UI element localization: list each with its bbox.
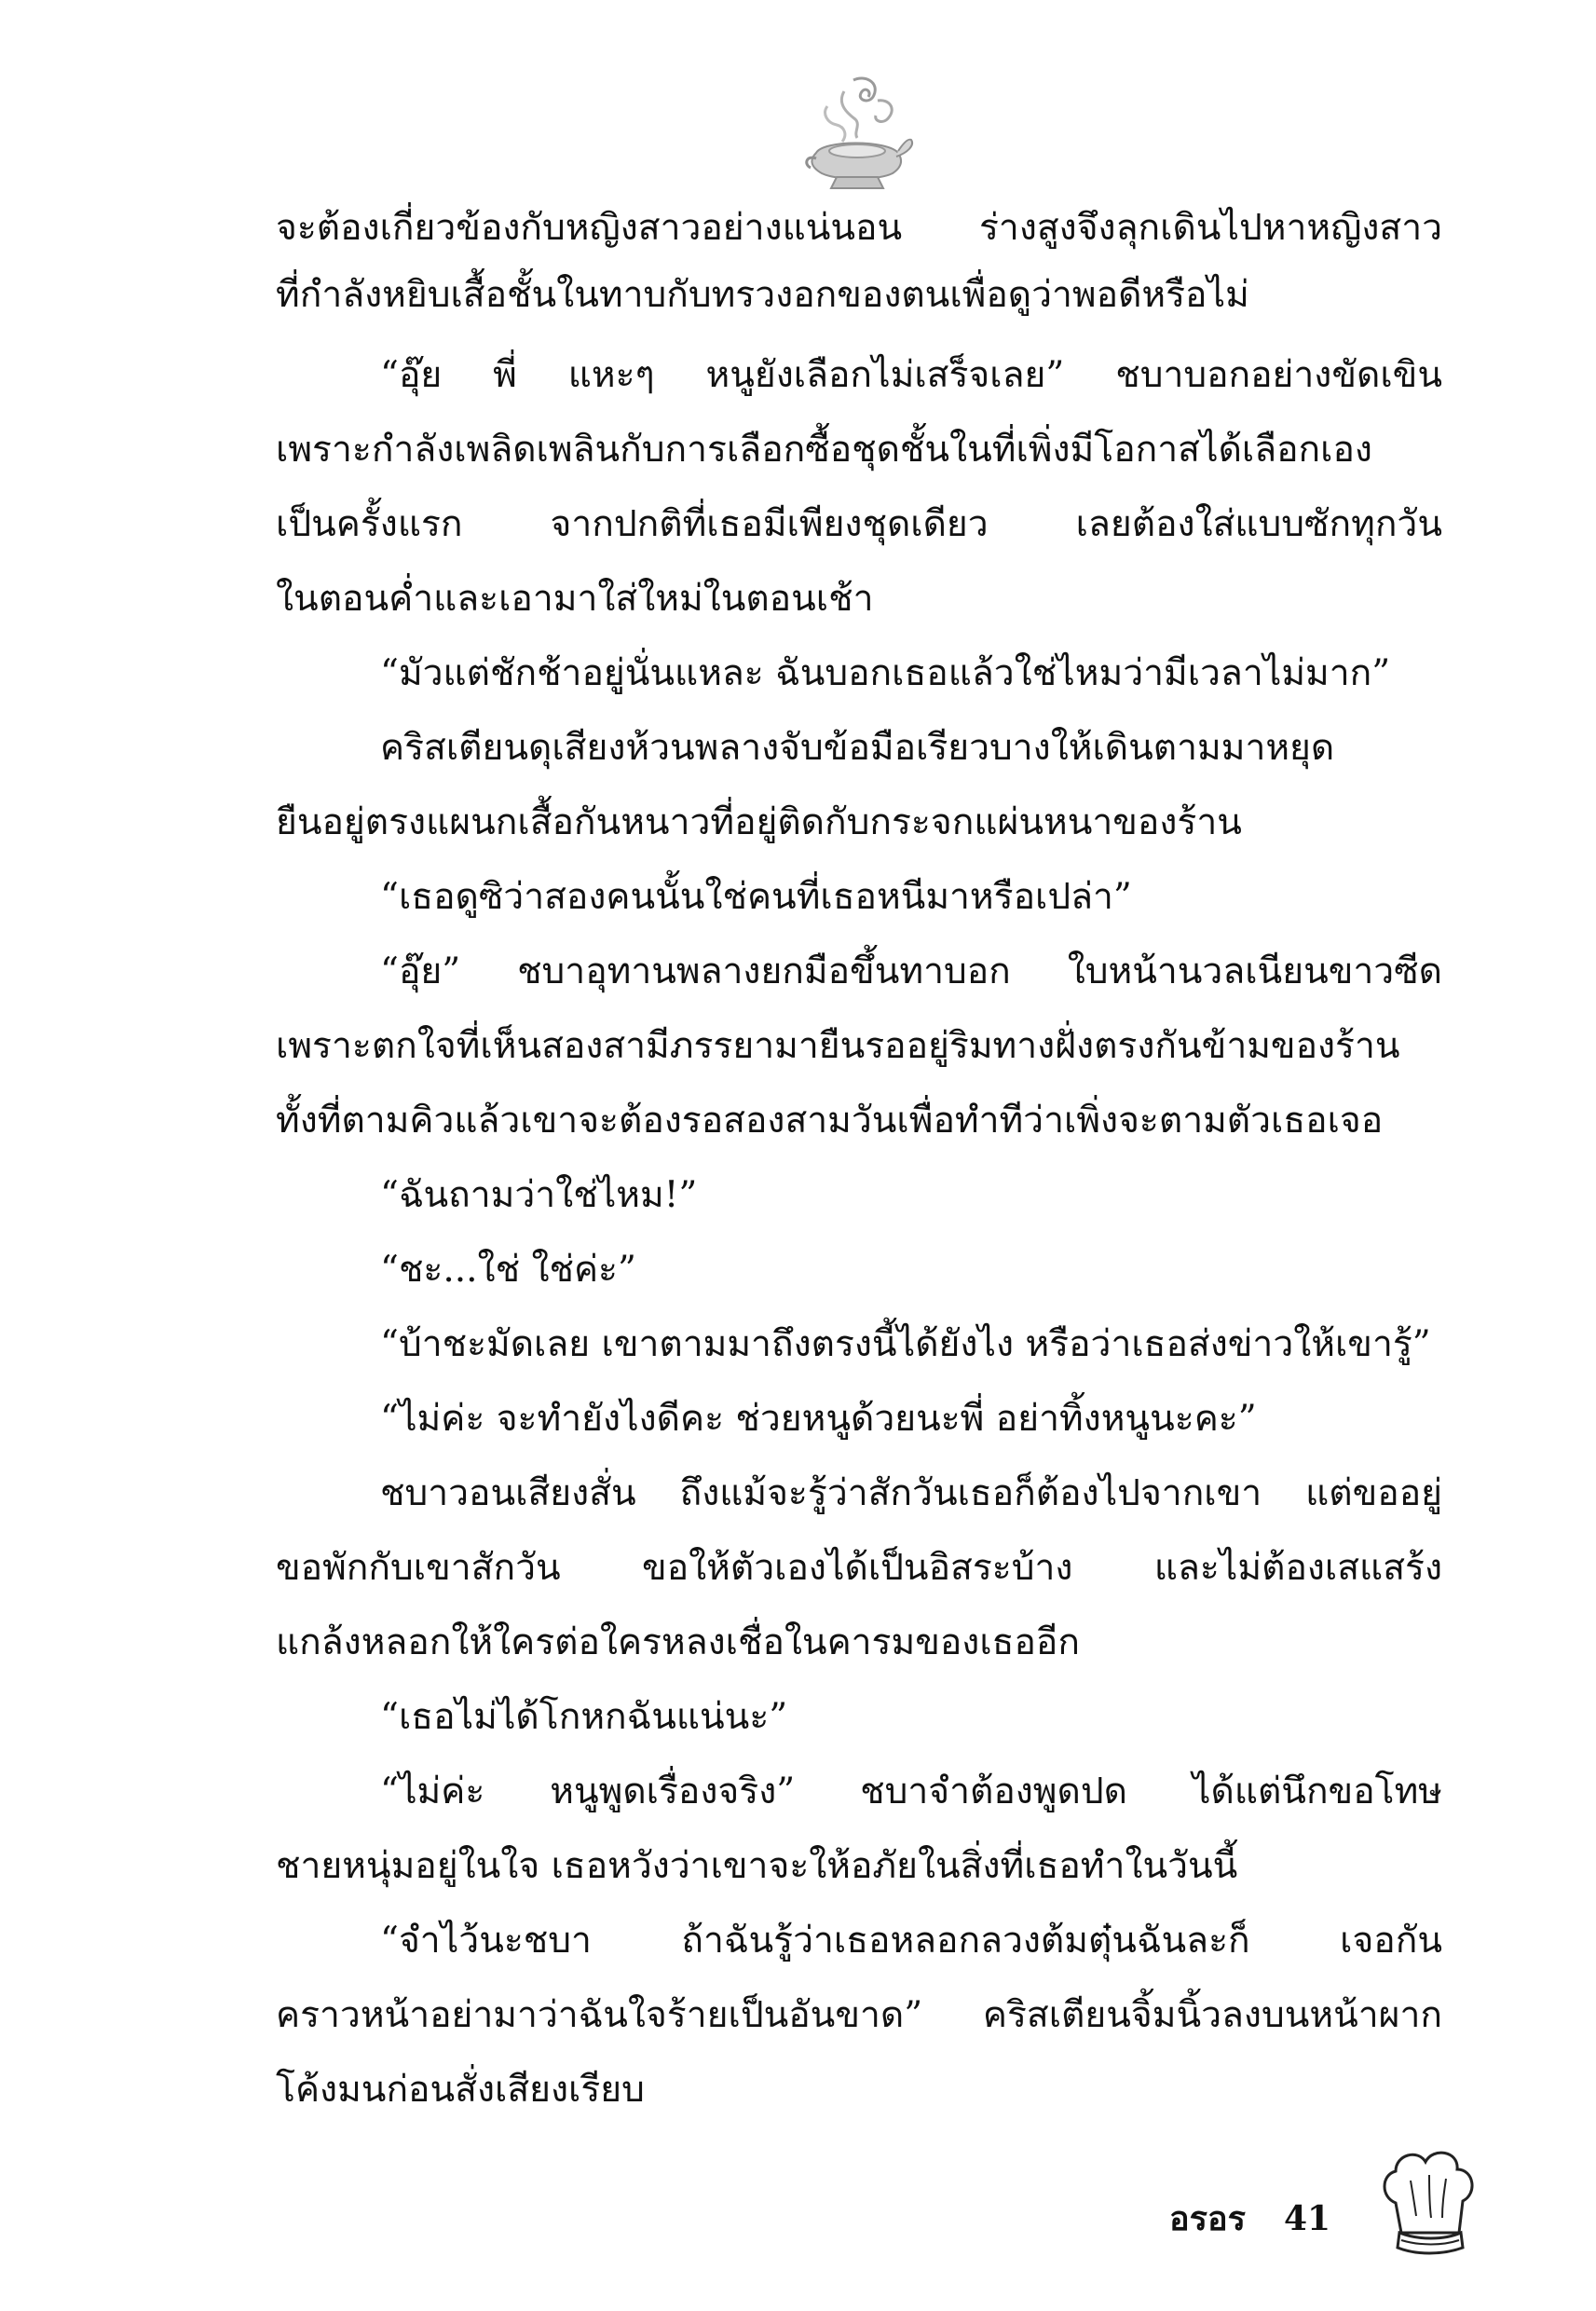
page-number: 41 bbox=[1284, 2199, 1331, 2238]
text-line: “มัวแต่ชักช้าอยู่นั่นแหละ ฉันบอกเธอแล้วใช่ไหมว่ามีเวลาไม่มาก” bbox=[380, 652, 1391, 694]
text-line: ในตอนค่ำและเอามาใส่ใหม่ในตอนเช้า bbox=[276, 578, 874, 620]
text-line: โค้งมนก่อนสั่งเสียงเรียบ bbox=[276, 2069, 645, 2111]
text-line: ทั้งที่ตามคิวแล้วเขาจะต้องรอสองสามวันเพื่อทำทีว่าเพิ่งจะตามตัวเธอเจอ bbox=[276, 1100, 1384, 1142]
text-line: ชบาวอนเสียงสั่น ถึงแม้จะรู้ว่าสักวันเธอก็ต้องไปจากเขา แต่ขออยู่ bbox=[380, 1472, 1442, 1514]
text-line: ชายหนุ่มอยู่ในใจ เธอหวังว่าเขาจะให้อภัยในสิ่งที่เธอทำในวันนี้ bbox=[276, 1845, 1238, 1887]
genie-lamp-icon bbox=[799, 73, 917, 192]
footer-author: อรอร bbox=[1169, 2199, 1246, 2238]
text-line: “จำไว้นะชบา ถ้าฉันรู้ว่าเธอหลอกลวงต้มตุ๋นฉันละก็ เจอกัน bbox=[380, 1920, 1442, 1962]
text-line: ยืนอยู่ตรงแผนกเสื้อกันหนาวที่อยู่ติดกับกระจกแผ่นหนาของร้าน bbox=[276, 801, 1242, 843]
text-line: “บ้าชะมัดเลย เขาตามมาถึงตรงนี้ได้ยังไง หรือว่าเธอส่งข่าวให้เขารู้” bbox=[380, 1323, 1431, 1365]
text-line: เพราะตกใจที่เห็นสองสามีภรรยามายืนรออยู่ริมทางฝั่งตรงกันข้ามของร้าน bbox=[276, 1025, 1400, 1067]
text-line: คราวหน้าอย่ามาว่าฉันใจร้ายเป็นอันขาด” คริสเตียนจิ้มนิ้วลงบนหน้าผาก bbox=[276, 1994, 1442, 2036]
text-line: จะต้องเกี่ยวข้องกับหญิงสาวอย่างแน่นอน ร่างสูงจึงลุกเดินไปหาหญิงสาว bbox=[276, 207, 1442, 249]
text-line: “ฉันถามว่าใช่ไหม!” bbox=[380, 1174, 698, 1216]
text-line: แกล้งหลอกให้ใครต่อใครหลงเชื่อในคารมของเธออีก bbox=[276, 1621, 1080, 1663]
text-line: “ไม่ค่ะ จะทำยังไงดีคะ ช่วยหนูด้วยนะพี่ อย่าทิ้งหนูนะคะ” bbox=[380, 1398, 1257, 1440]
text-line: ขอพักกับเขาสักวัน ขอให้ตัวเองได้เป็นอิสระบ้าง และไม่ต้องเสแสร้ง bbox=[276, 1547, 1442, 1589]
text-line: “เธอดูซิว่าสองคนนั้นใช่คนที่เธอหนีมาหรือเปล่า” bbox=[380, 876, 1132, 918]
text-line: เป็นครั้งแรก จากปกติที่เธอมีเพียงชุดเดียว เลยต้องใส่แบบซักทุกวัน bbox=[276, 503, 1442, 545]
text-line: “อุ๊ย พี่ แหะๆ หนูยังเลือกไม่เสร็จเลย” ชบาบอกอย่างขัดเขิน bbox=[380, 354, 1442, 396]
text-line: “เธอไม่ได้โกหกฉันแน่นะ” bbox=[380, 1696, 788, 1738]
chef-hat-icon bbox=[1377, 2143, 1480, 2255]
text-line: ที่กำลังหยิบเสื้อชั้นในทาบกับทรวงอกของตนเพื่อดูว่าพอดีหรือไม่ bbox=[276, 274, 1249, 316]
text-line: เพราะกำลังเพลิดเพลินกับการเลือกซื้อชุดชั้นในที่เพิ่งมีโอกาสได้เลือกเอง bbox=[276, 429, 1372, 471]
text-line: “ชะ...ใช่ ใช่ค่ะ” bbox=[380, 1249, 636, 1291]
text-line: “อุ๊ย” ชบาอุทานพลางยกมือขึ้นทาบอก ใบหน้านวลเนียนขาวซีด bbox=[380, 950, 1442, 992]
text-line: คริสเตียนดุเสียงห้วนพลางจับข้อมือเรียวบางให้เดินตามมาหยุด bbox=[380, 727, 1335, 769]
text-line: “ไม่ค่ะ หนูพูดเรื่องจริง” ชบาจำต้องพูดปด ได้แต่นึกขอโทษ bbox=[380, 1771, 1442, 1812]
